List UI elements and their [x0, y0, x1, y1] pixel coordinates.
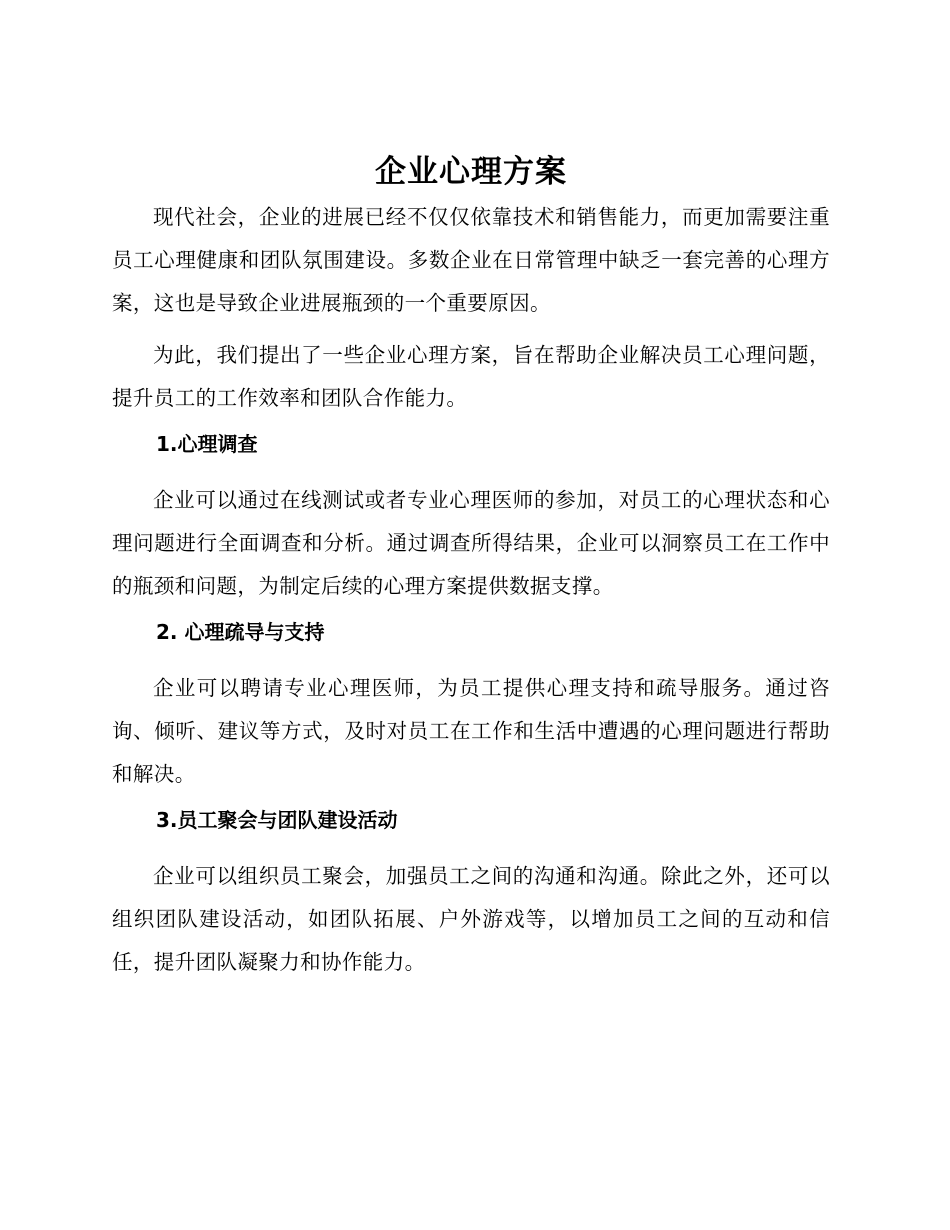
section-body-team-building: 企业可以组织员工聚会，加强员工之间的沟通和沟通。除此之外，还可以组织团队建设活动，如团队拓展、户外游戏等，以增加员工之间的互动和信任，提升团队凝聚力和协作能力。: [112, 864, 830, 974]
section-body-counseling: 企业可以聘请专业心理医师，为员工提供心理支持和疏导服务。通过咨询、倾听、建议等方式，及时对员工在工作和生活中遭遇的心理问题进行帮助和解决。: [112, 676, 830, 786]
section-heading-survey: 1.心理调查: [156, 432, 258, 456]
document-title: 企业心理方案: [375, 154, 567, 190]
section-heading-team-building: 3.员工聚会与团队建设活动: [156, 808, 398, 832]
document-page: [112, 150, 830, 993]
section-body-survey: 企业可以通过在线测试或者专业心理医师的参加，对员工的心理状态和心理问题进行全面调查和分析。通过调查所得结果，企业可以洞察员工在工作中的瓶颈和问题，为制定后续的心理方案提供数据支撑。: [112, 488, 830, 598]
section-heading-counseling: 2. 心理疏导与支持: [156, 620, 325, 644]
intro-paragraph: 现代社会，企业的进展已经不仅仅依靠技术和销售能力，而更加需要注重员工心理健康和团队氛围建设。多数企业在日常管理中缺乏一套完善的心理方案，这也是导致企业进展瓶颈的一个重要原因。: [112, 205, 830, 315]
intro-paragraph: 为此，我们提出了一些企业心理方案，旨在帮助企业解决员工心理问题，提升员工的工作效率和团队合作能力。: [112, 343, 830, 410]
